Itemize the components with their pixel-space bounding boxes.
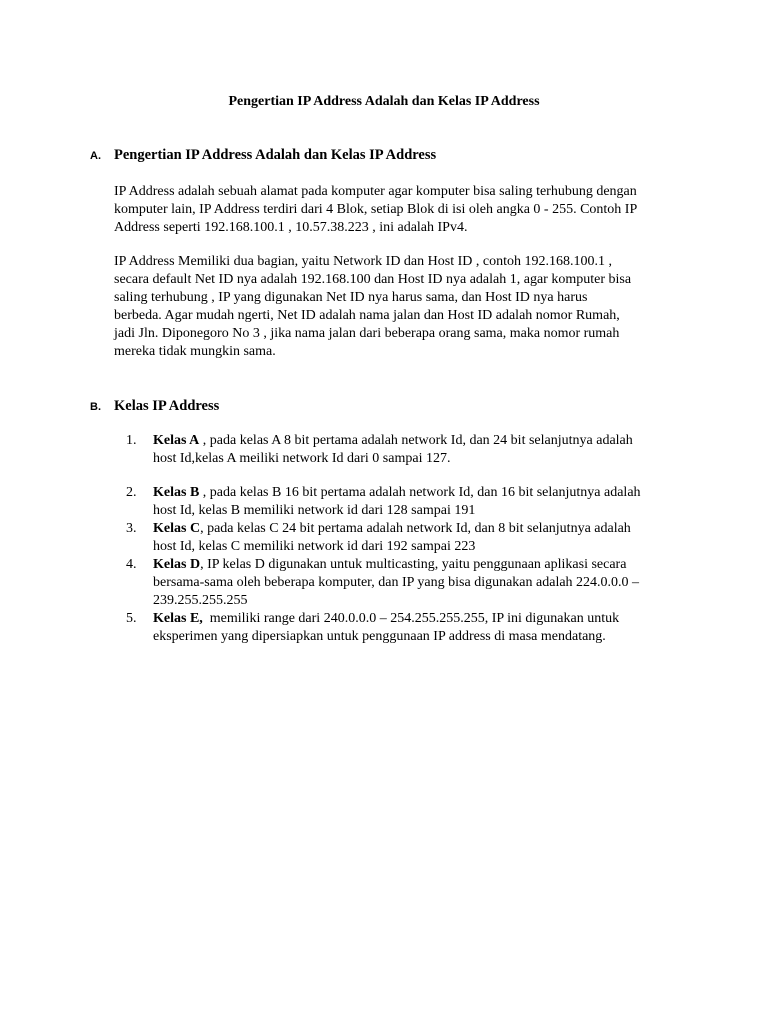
list-item-number: 2. xyxy=(126,485,137,500)
list-item-keyword: Kelas E, xyxy=(153,611,203,626)
list-item xyxy=(126,432,706,468)
section-b-heading xyxy=(90,397,219,416)
paragraph-line: mereka tidak mungkin sama. xyxy=(114,344,276,359)
list-item-number: 4. xyxy=(126,557,137,572)
list-item-text: eksperimen yang dipersiapkan untuk penggunaan IP address di masa mendatang. xyxy=(153,629,606,644)
section-a-heading-text: Pengertian IP Address Adalah dan Kelas IP Address xyxy=(114,147,437,163)
section-b-heading-text: Kelas IP Address xyxy=(114,398,220,414)
list-item xyxy=(126,556,706,610)
list-item-text: , pada kelas C 24 bit pertama adalah network Id, dan 8 bit selanjutnya adalah xyxy=(200,521,631,536)
list-item-text: , pada kelas A 8 bit pertama adalah network Id, dan 24 bit selanjutnya adalah xyxy=(199,433,633,448)
section-a-letter: A. xyxy=(90,150,101,162)
ip-class-list xyxy=(126,432,706,646)
section-a-paragraph-1 xyxy=(114,183,684,237)
list-item-text: bersama-sama oleh beberapa komputer, dan IP yang bisa digunakan adalah 224.0.0.0 – xyxy=(153,575,640,590)
list-item xyxy=(126,610,706,646)
paragraph-line: IP Address Memiliki dua bagian, yaitu Network ID dan Host ID , contoh 192.168.100.1 , xyxy=(114,254,612,269)
section-a-heading xyxy=(90,146,436,165)
list-item-number: 5. xyxy=(126,611,137,626)
section-b-letter: B. xyxy=(90,401,101,413)
paragraph-line: secara default Net ID nya adalah 192.168.100 dan Host ID nya adalah 1, agar komputer bisa xyxy=(114,272,632,287)
list-item-text: host Id,kelas A meiliki network Id dari 0 sampai 127. xyxy=(153,451,451,466)
list-item-text: host Id, kelas C memiliki network id dari 192 sampai 223 xyxy=(153,539,476,554)
list-item-text: memiliki range dari 240.0.0.0 – 254.255.255.255, IP ini digunakan untuk xyxy=(202,611,620,626)
paragraph-line: komputer lain, IP Address terdiri dari 4 Blok, setiap Blok di isi oleh angka 0 - 255. Contoh IP xyxy=(114,202,638,217)
list-item-number: 1. xyxy=(126,433,137,448)
list-item-keyword: Kelas A xyxy=(153,433,200,448)
list-item-text: 239.255.255.255 xyxy=(153,593,248,608)
paragraph-line: Address seperti 192.168.100.1 , 10.57.38.223 , ini adalah IPv4. xyxy=(114,220,468,235)
list-item-keyword: Kelas D xyxy=(153,557,201,572)
paragraph-line: IP Address adalah sebuah alamat pada komputer agar komputer bisa saling terhubung dengan xyxy=(114,184,637,199)
list-item xyxy=(126,520,706,556)
list-item-text: , IP kelas D digunakan untuk multicasting, yaitu penggunaan aplikasi secara xyxy=(200,557,627,572)
list-item-text: host Id, kelas B memiliki network id dari 128 sampai 191 xyxy=(153,503,476,518)
list-item-keyword: Kelas C xyxy=(153,521,201,536)
list-item-number: 3. xyxy=(126,521,137,536)
paragraph-line: berbeda. Agar mudah ngerti, Net ID adalah nama jalan dan Host ID adalah nomor Rumah, xyxy=(114,308,620,323)
list-item-keyword: Kelas B xyxy=(153,485,200,500)
document-title: Pengertian IP Address Adalah dan Kelas IP Address xyxy=(228,94,540,109)
list-item xyxy=(126,484,706,520)
paragraph-line: saling terhubung , IP yang digunakan Net ID nya harus sama, dan Host ID nya harus xyxy=(114,290,588,305)
list-item-text: , pada kelas B 16 bit pertama adalah network Id, dan 16 bit selanjutnya adalah xyxy=(199,485,641,500)
section-a-paragraph-2 xyxy=(114,253,684,361)
paragraph-line: jadi Jln. Diponegoro No 3 , jika nama jalan dari beberapa orang sama, maka nomor rumah xyxy=(114,326,620,341)
